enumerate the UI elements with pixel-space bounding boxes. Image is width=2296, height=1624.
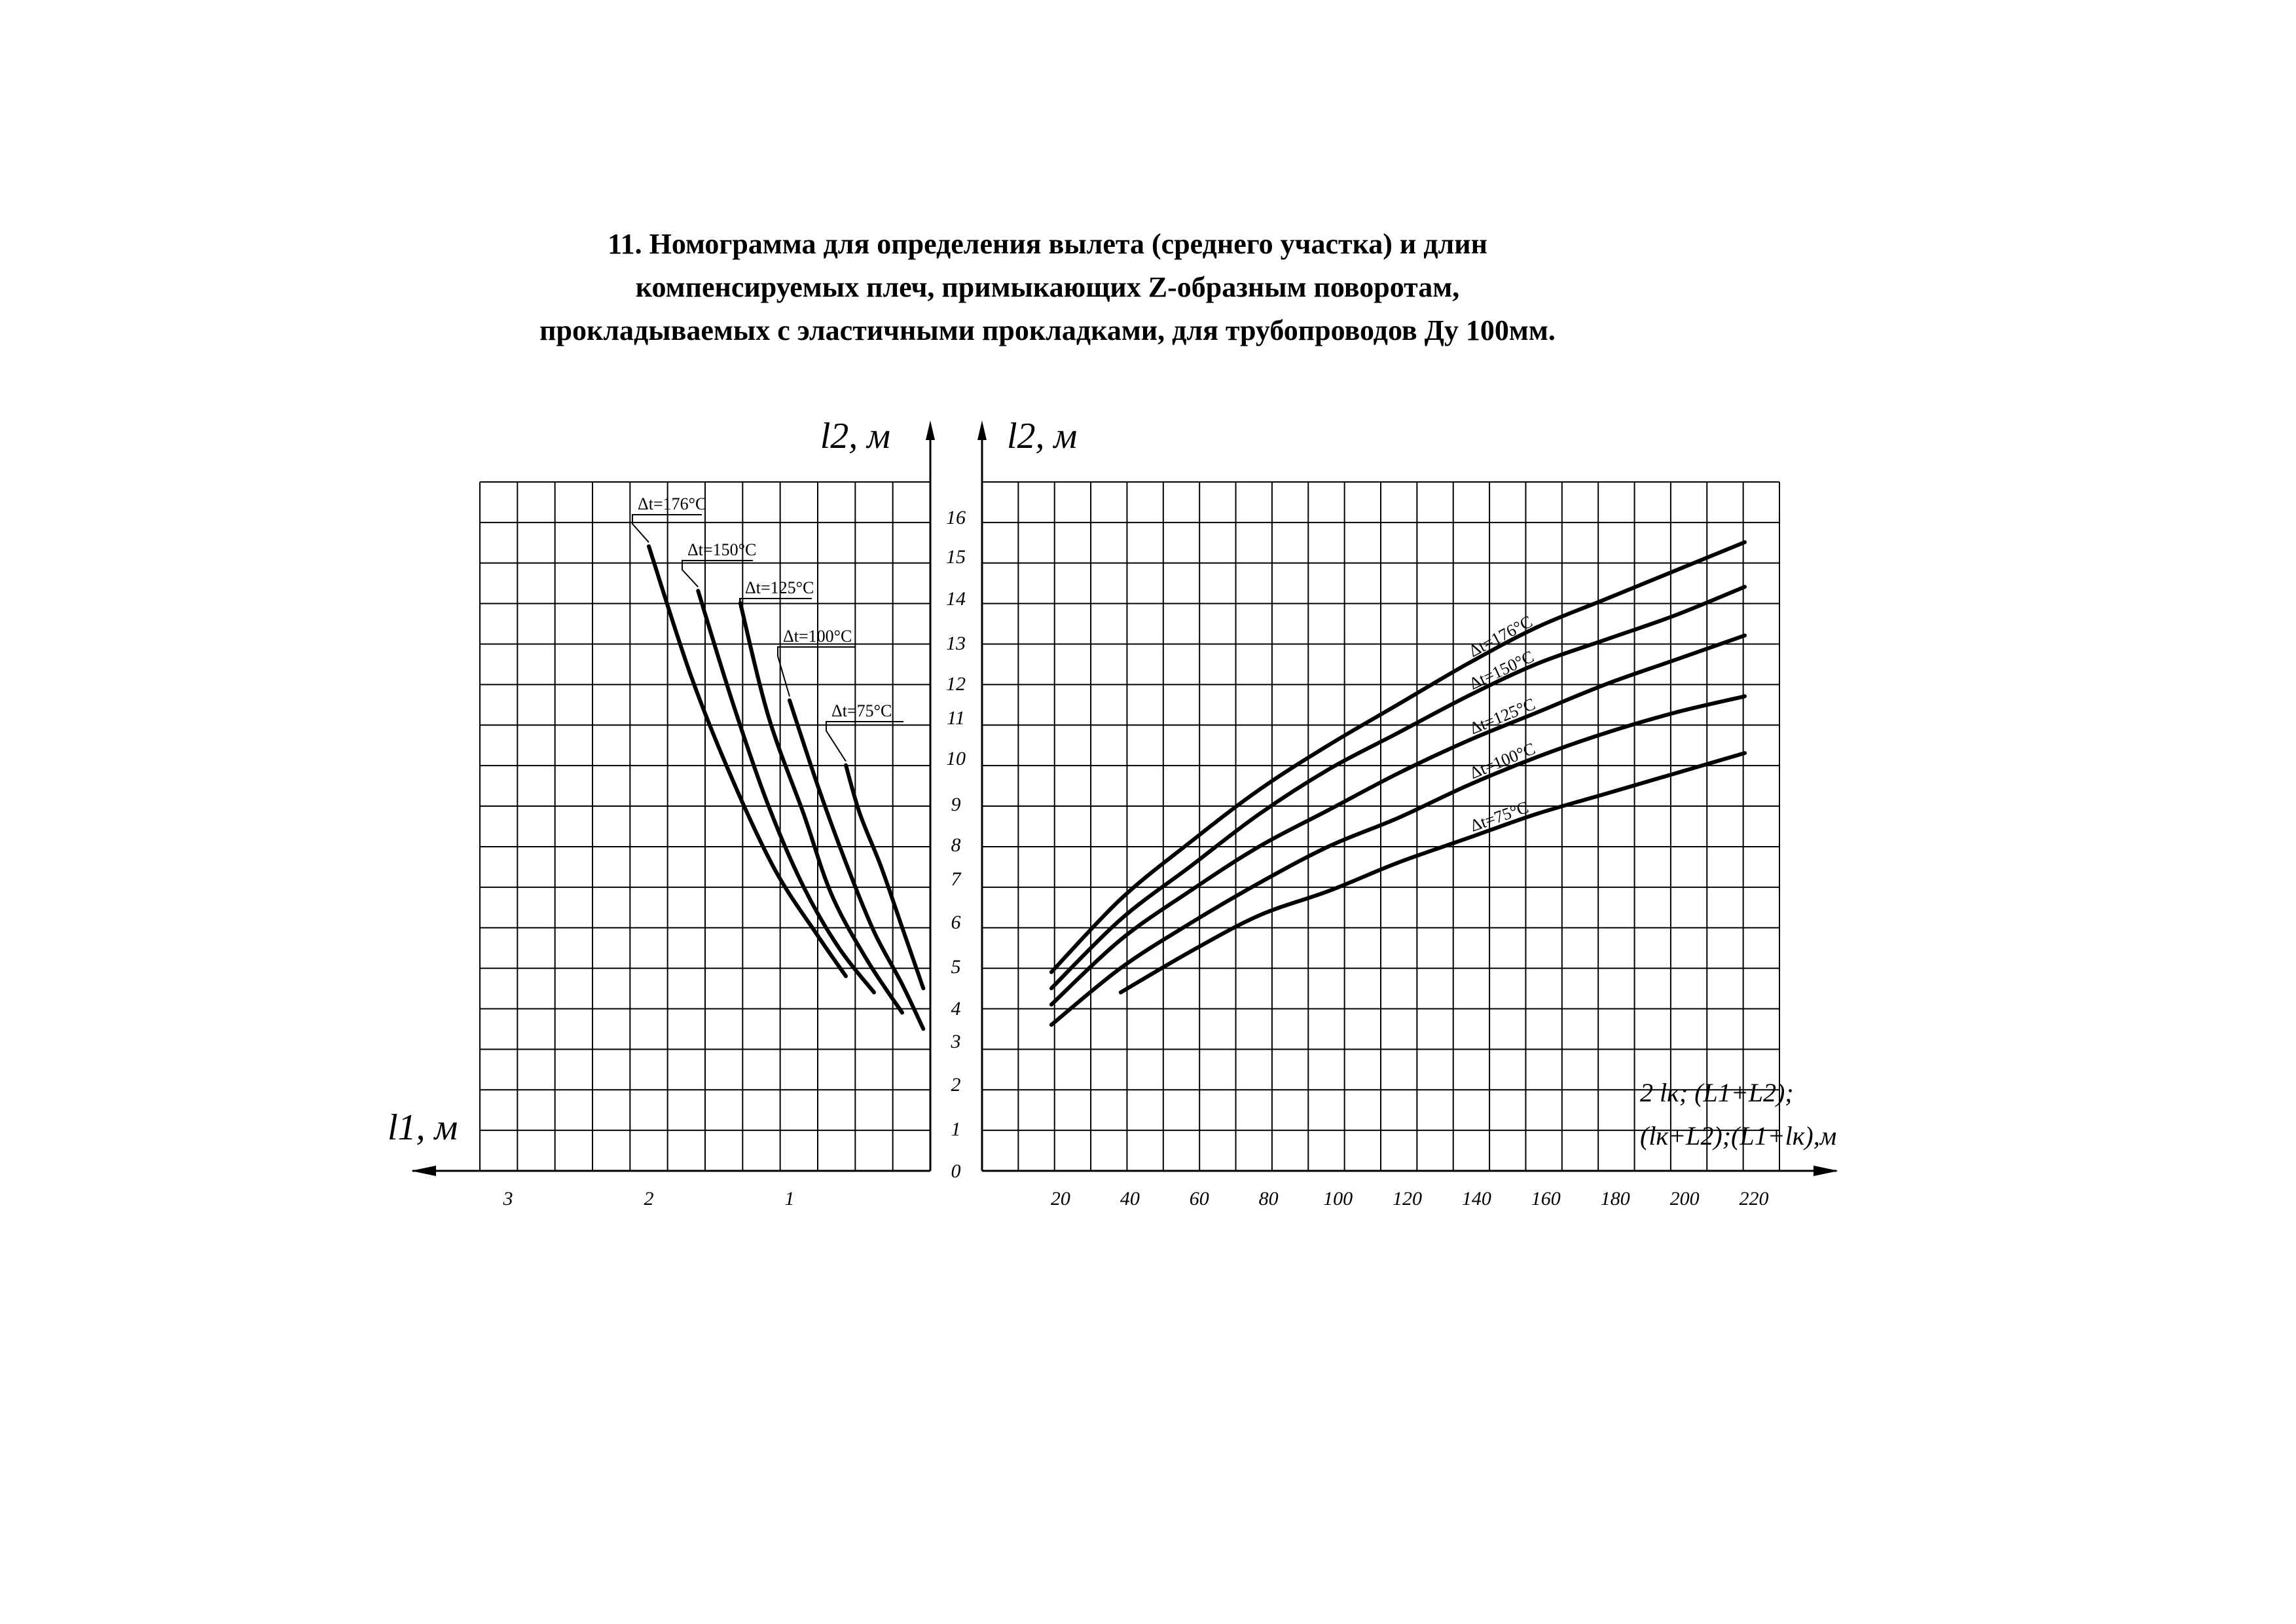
right-x-tick-label: 100 (1323, 1188, 1353, 1209)
right-curve-label: Δt=176°C (1465, 612, 1536, 661)
left-curve-label: Δt=125°C (745, 578, 814, 597)
title-line-3: прокладываемых с эластичными прокладками, для трубопроводов Ду 100мм. (539, 314, 1556, 346)
y-tick-label: 0 (951, 1160, 961, 1182)
right-curve-label: Δt=125°C (1467, 694, 1539, 739)
right-y-axis-label: l2, м (1007, 416, 1078, 456)
right-x-tick-label: 200 (1669, 1188, 1700, 1209)
y-tick-label: 7 (951, 868, 961, 890)
left-curve-leader (778, 647, 855, 697)
title-line-2: компенсируемых плеч, примыкающих Z-образным поворотам, (635, 271, 1460, 303)
y-tick-label: 3 (951, 1031, 961, 1052)
left-curve-leader (826, 722, 903, 762)
right-curve-t-176-c (1051, 542, 1745, 972)
right-x-tick-label: 120 (1392, 1188, 1422, 1209)
right-curve-label: Δt=75°C (1467, 797, 1531, 836)
left-y-axis-label: l2, м (820, 416, 890, 456)
right-curve-label: Δt=150°C (1466, 646, 1537, 693)
y-tick-label: 13 (946, 633, 966, 654)
left-curve-label: Δt=150°C (687, 540, 757, 559)
right-y-arrow (977, 420, 987, 440)
y-tick-label: 16 (946, 507, 966, 528)
right-x-tick-label: 80 (1258, 1188, 1279, 1209)
title-line-1: 11. Номограмма для определения вылета (среднего участка) и длин (608, 228, 1487, 260)
right-x-tick-label: 40 (1120, 1188, 1140, 1209)
left-curve-t-125-c (740, 603, 902, 1013)
y-tick-label: 10 (946, 748, 966, 769)
y-tick-label: 11 (947, 707, 965, 729)
left-curve-t-100-c (790, 701, 923, 1029)
y-tick-label: 12 (946, 673, 966, 695)
left-curve-t-150-c (698, 591, 874, 992)
left-x-tick-label: 2 (644, 1188, 654, 1209)
y-tick-label: 5 (951, 956, 961, 978)
left-x-tick-label: 1 (784, 1188, 795, 1209)
right-x-tick-label: 160 (1531, 1188, 1561, 1209)
right-x-tick-label: 140 (1461, 1188, 1491, 1209)
right-x-tick-label: 220 (1739, 1188, 1769, 1209)
right-x-tick-label: 60 (1189, 1188, 1209, 1209)
y-tick-label: 8 (951, 834, 961, 856)
right-x-axis-label-line-2: (lк+L2);(L1+lк),м (1640, 1121, 1837, 1151)
left-curve-label: Δt=75°C (831, 701, 892, 720)
y-tick-label: 14 (946, 588, 966, 610)
axes (411, 420, 1838, 1176)
left-curve-label: Δt=176°C (638, 494, 707, 513)
y-tick-label: 1 (951, 1118, 961, 1140)
left-curve-label: Δt=100°C (783, 627, 852, 646)
right-x-tick-label: 20 (1050, 1188, 1070, 1209)
y-tick-label: 4 (951, 998, 961, 1020)
right-x-arrow (1813, 1166, 1838, 1176)
right-curve-label: Δt=100°C (1467, 739, 1539, 783)
y-tick-label: 9 (951, 794, 961, 815)
left-x-tick-label: 3 (503, 1188, 513, 1209)
right-x-axis-label-line-1: 2 lк; (L1+L2); (1640, 1078, 1794, 1107)
left-y-arrow (926, 420, 935, 440)
right-x-tick-label: 180 (1600, 1188, 1630, 1209)
y-tick-label: 15 (946, 546, 966, 568)
y-tick-label: 6 (951, 912, 961, 933)
y-tick-label: 2 (951, 1074, 961, 1096)
left-x-axis-label: l1, м (388, 1107, 458, 1148)
right-panel-curves (1051, 542, 1745, 1025)
left-x-arrow (411, 1166, 436, 1176)
